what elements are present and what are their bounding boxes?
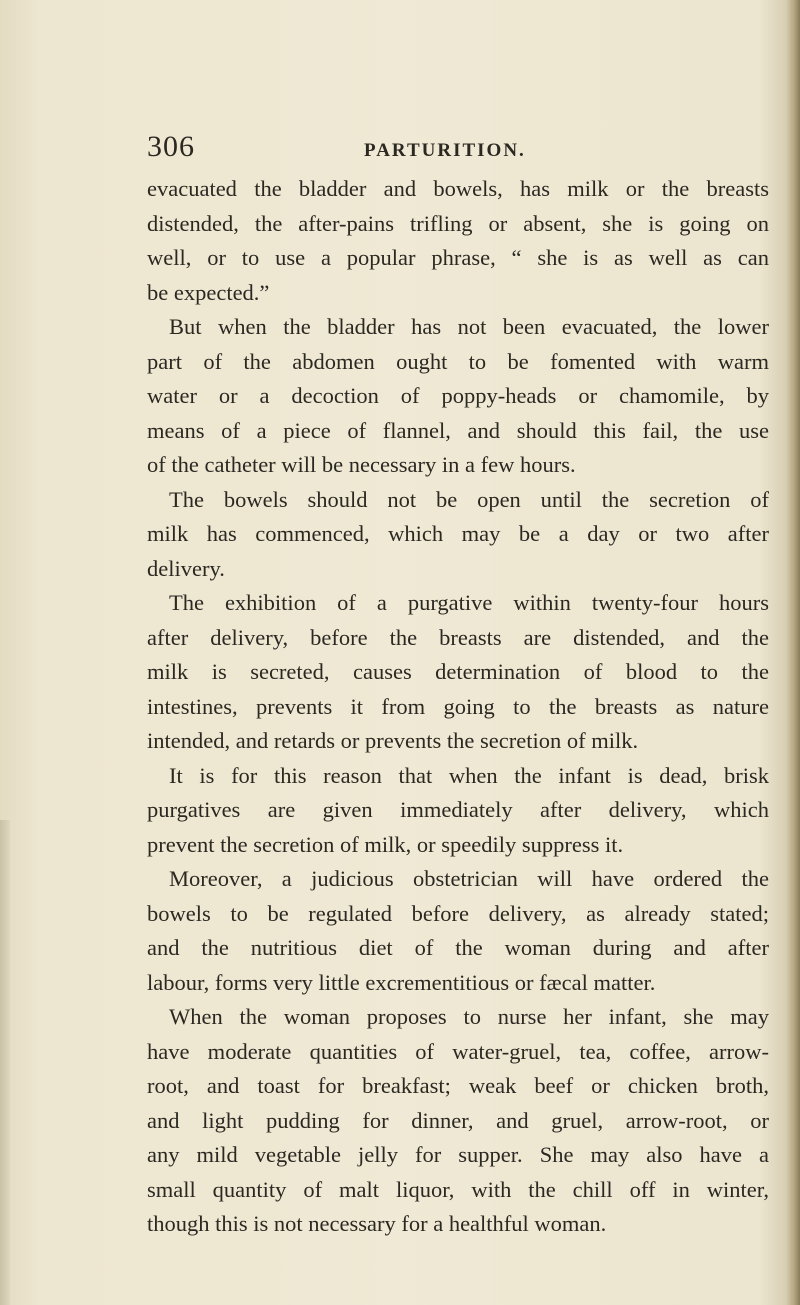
text-line: and light pudding for dinner, and gruel, arrow-root, or [147, 1107, 769, 1133]
text-line: have moderate quantities of water-gruel, tea, coffee, arrow- [147, 1038, 769, 1064]
text-line: The exhibition of a purgative within twenty-four hours [169, 590, 769, 615]
text-line: labour, forms very little excrementitious or fæcal matter. [147, 969, 656, 995]
text-line: purgatives are given immediately after delivery, which [147, 797, 769, 822]
text-line: distended, the after-pains trifling or absent, she is going on [147, 210, 769, 236]
text-line: water or a decoction of poppy-heads or chamomile, by [147, 383, 769, 408]
text-line: bowels to be regulated before delivery, as already stated; [147, 900, 769, 926]
text-line: though this is not necessary for a healthful woman. [147, 1211, 607, 1236]
running-head: PARTURITION. [364, 140, 526, 161]
page-left-shadow [0, 820, 10, 1305]
text-line: any mild vegetable jelly for supper. She may also have a [147, 1142, 769, 1167]
text-line: evacuated the bladder and bowels, has milk or the breasts [147, 176, 769, 201]
text-line: When the woman proposes to nurse her infant, she may [169, 1004, 769, 1029]
text-line: well, or to use a popular phrase, “ she is as well as can [147, 245, 769, 270]
text-line: root, and toast for breakfast; weak beef or chicken broth, [147, 1073, 769, 1098]
text-line: and the nutritious diet of the woman during and after [147, 935, 769, 960]
body-text [147, 172, 769, 1242]
text-line: intended, and retards or prevents the secretion of milk. [147, 728, 639, 753]
page-number: 306 [147, 130, 195, 163]
text-line: But when the bladder has not been evacuated, the lower [169, 314, 769, 339]
text-line: after delivery, before the breasts are distended, and the [147, 624, 769, 650]
text-line: prevent the secretion of milk, or speedily suppress it. [147, 831, 624, 857]
text-line: part of the abdomen ought to be fomented with warm [147, 348, 769, 374]
text-line: Moreover, a judicious obstetrician will have ordered the [169, 866, 769, 891]
text-line: milk is secreted, causes determination of blood to the [147, 659, 769, 684]
text-line: It is for this reason that when the infant is dead, brisk [169, 762, 769, 788]
text-line: milk has commenced, which may be a day or two after [147, 521, 769, 546]
text-line: be expected.” [147, 279, 270, 305]
text-line: small quantity of malt liquor, with the chill off in winter, [147, 1176, 769, 1202]
text-line: means of a piece of flannel, and should this fail, the use [147, 417, 769, 443]
text-line: delivery. [147, 555, 225, 581]
page-header [147, 130, 767, 170]
text-line: of the catheter will be necessary in a few hours. [147, 452, 576, 477]
page-binding-edge [786, 0, 800, 1305]
text-line: The bowels should not be open until the secretion of [169, 486, 769, 512]
text-line: intestines, prevents it from going to the breasts as nature [147, 693, 769, 719]
